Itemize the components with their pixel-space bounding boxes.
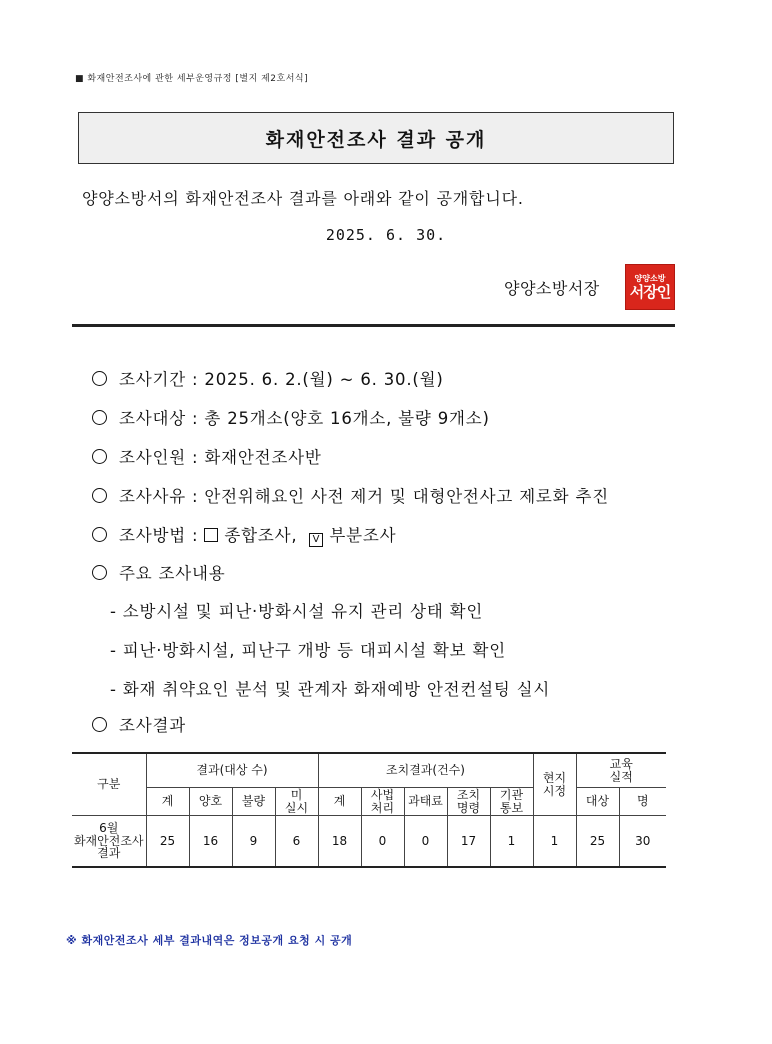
cell-onsite: 1 — [533, 816, 576, 868]
circle-bullet-icon — [92, 488, 107, 503]
content-heading-text: 주요 조사내용 — [119, 564, 226, 583]
page-title: 화재안전조사 결과 공개 — [265, 128, 487, 151]
cell-judicial: 0 — [361, 816, 404, 868]
item-period-text: 조사기간 : 2025. 6. 2.(월) ~ 6. 30.(월) — [119, 370, 444, 389]
title-box — [78, 112, 674, 164]
header-result: 결과(대상 수) — [146, 753, 318, 788]
row-label: 6월 화재안전조사 결과 — [72, 816, 146, 868]
method-option-partial: 부분조사 — [329, 526, 397, 545]
content-line-3: - 화재 취약요인 분석 및 관계자 화재예방 안전컨설팅 실시 — [110, 680, 551, 699]
publish-date: 2025. 6. 30. — [325, 226, 447, 244]
cell-total: 25 — [146, 816, 189, 868]
item-staff — [92, 444, 322, 468]
content-line-1: - 소방시설 및 피난·방화시설 유지 관리 상태 확인 — [110, 602, 484, 621]
item-target-text: 조사대상 : 총 25개소(양호 16개소, 불량 9개소) — [119, 409, 490, 428]
item-target — [92, 405, 490, 429]
sub-edu-people: 명 — [619, 788, 666, 816]
cell-notice: 1 — [490, 816, 533, 868]
sub-good: 양호 — [189, 788, 232, 816]
header-category: 구분 — [72, 753, 146, 816]
sub-fine: 과태료 — [404, 788, 447, 816]
sub-action-total: 계 — [318, 788, 361, 816]
item-period — [92, 366, 444, 390]
sub-notice: 기관 통보 — [490, 788, 533, 816]
sub-bad: 불량 — [232, 788, 275, 816]
circle-bullet-icon — [92, 449, 107, 464]
divider-line — [72, 324, 675, 327]
item-content-heading — [92, 560, 225, 584]
table-row — [72, 816, 666, 868]
cell-action-total: 18 — [318, 816, 361, 868]
item-reason — [92, 483, 609, 507]
seal-bottom-text: 서장인 — [629, 282, 671, 301]
intro-text: 양양소방서의 화재안전조사 결과를 아래와 같이 공개합니다. — [82, 189, 524, 208]
method-option-comprehensive: 종합조사, — [224, 526, 298, 545]
circle-bullet-icon — [92, 565, 107, 580]
result-heading-text: 조사결과 — [119, 716, 186, 735]
checked-box-icon: V — [309, 533, 323, 547]
item-method — [92, 522, 396, 547]
sub-edu-target: 대상 — [576, 788, 619, 816]
item-reason-text: 조사사유 : 안전위해요인 사전 제거 및 대형안전사고 제로화 추진 — [119, 487, 609, 506]
item-method-label: 조사방법 : — [119, 526, 199, 545]
circle-bullet-icon — [92, 527, 107, 542]
header-action: 조치결과(건수) — [318, 753, 533, 788]
sub-total: 계 — [146, 788, 189, 816]
content-line-2: - 피난·방화시설, 피난구 개방 등 대피시설 확보 확인 — [110, 641, 506, 660]
item-result-heading — [92, 712, 186, 736]
item-staff-text: 조사인원 : 화재안전조사반 — [119, 448, 322, 467]
cell-not-done: 6 — [275, 816, 318, 868]
sub-not-done: 미 실시 — [275, 788, 318, 816]
header-onsite: 현지 시정 — [533, 753, 576, 816]
footnote: ※ 화재안전조사 세부 결과내역은 정보공개 요청 시 공개 — [66, 934, 353, 947]
unchecked-box-icon — [204, 528, 218, 542]
circle-bullet-icon — [92, 717, 107, 732]
cell-bad: 9 — [232, 816, 275, 868]
circle-bullet-icon — [92, 371, 107, 386]
results-table — [72, 752, 666, 868]
table-header-row — [72, 753, 666, 788]
cell-edu-people: 30 — [619, 816, 666, 868]
cell-fine: 0 — [404, 816, 447, 868]
signer-name: 양양소방서장 — [504, 279, 600, 298]
seal-top-text: 양양소방 — [634, 273, 666, 283]
header-education: 교육 실적 — [576, 753, 666, 788]
official-seal-stamp — [625, 264, 675, 310]
circle-bullet-icon — [92, 410, 107, 425]
cell-good: 16 — [189, 816, 232, 868]
cell-order: 17 — [447, 816, 490, 868]
sub-order: 조치 명령 — [447, 788, 490, 816]
table-subheader-row — [72, 788, 666, 816]
sub-judicial: 사법 처리 — [361, 788, 404, 816]
cell-edu-target: 25 — [576, 816, 619, 868]
form-reference-note: ■ 화재안전조사에 관한 세부운영규정 [별지 제2호서식] — [75, 74, 309, 84]
